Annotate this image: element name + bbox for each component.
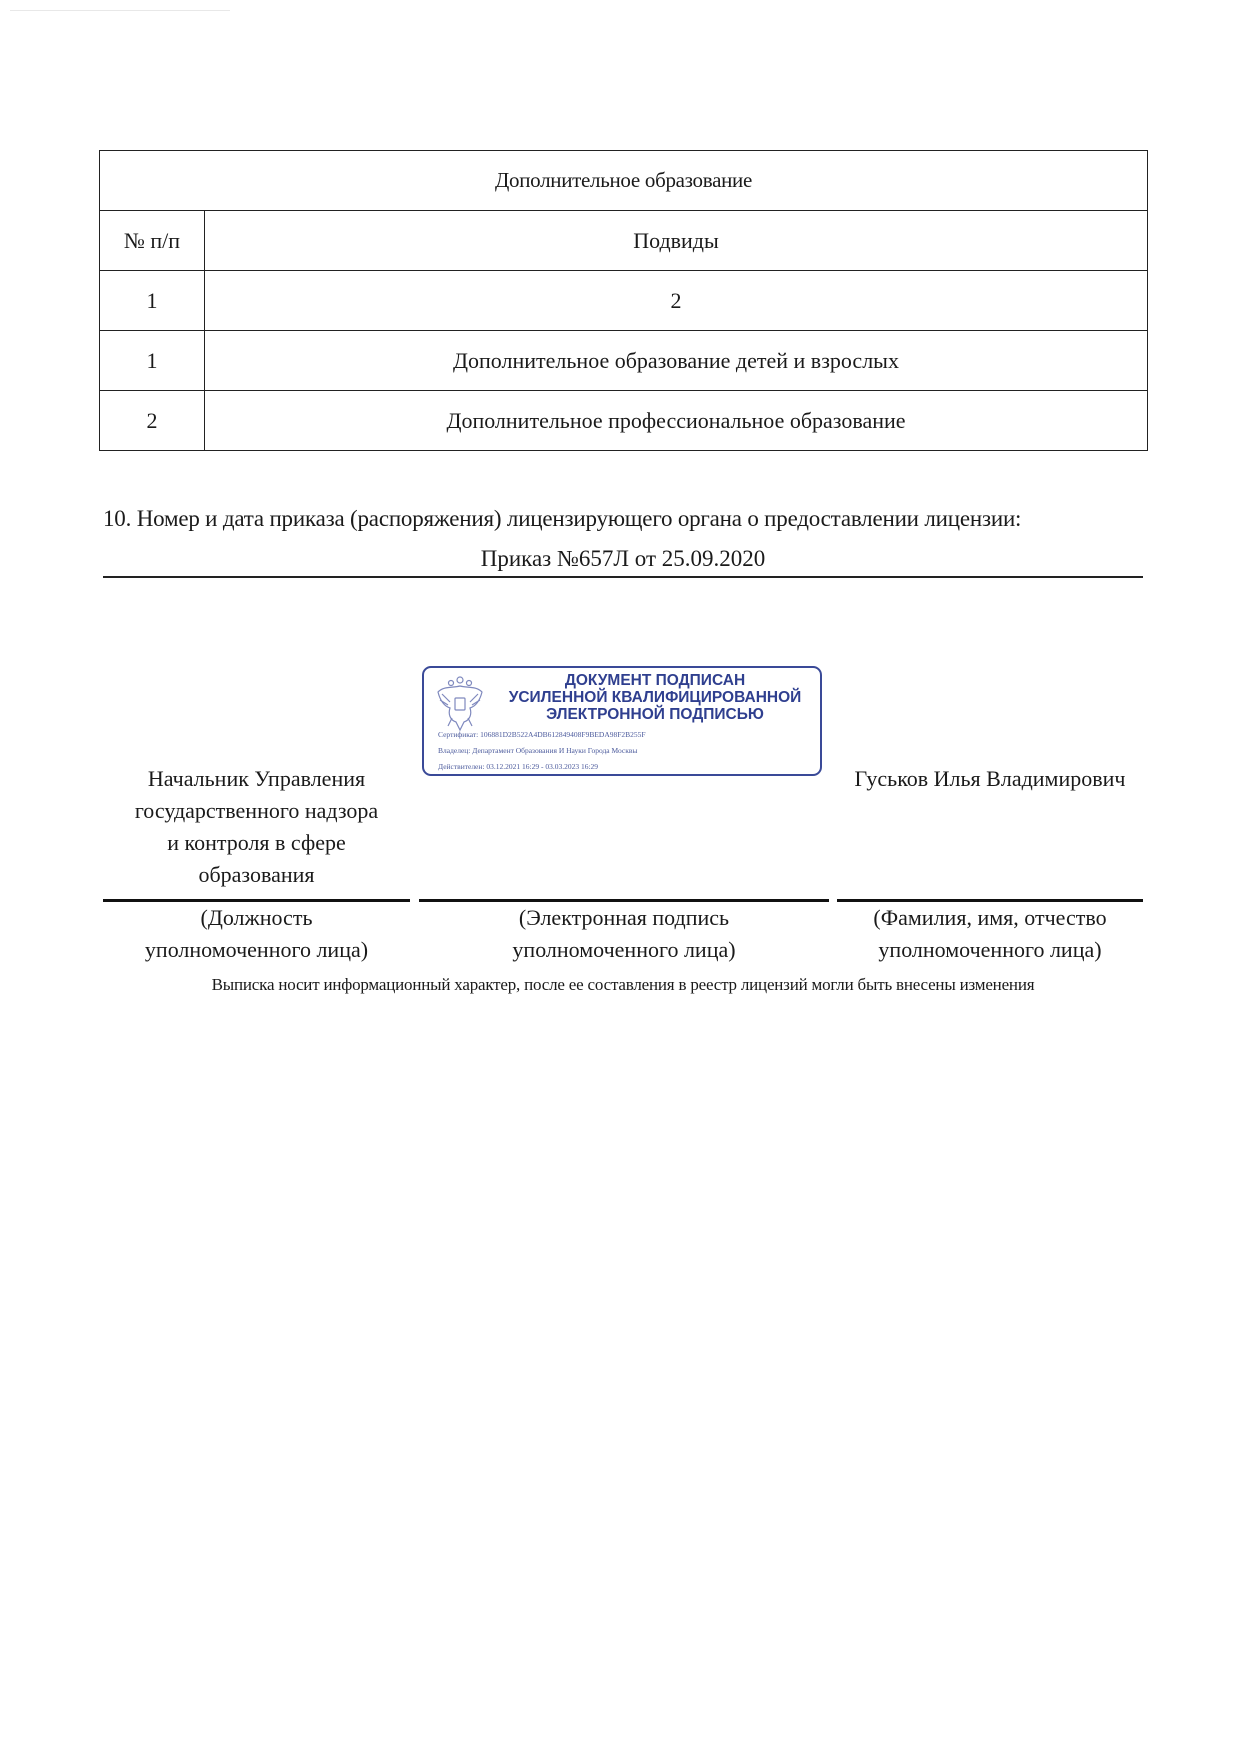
- stamp-heading: [496, 672, 814, 723]
- stamp-heading-line: ЭЛЕКТРОННОЙ ПОДПИСЬЮ: [546, 706, 764, 723]
- coat-of-arms-icon: [434, 674, 486, 732]
- row-subtype: Дополнительное профессиональное образование: [205, 391, 1148, 451]
- stamp-validity: Действителен: 03.12.2021 16:29 - 03.03.2023 16:29: [438, 762, 599, 771]
- caption-e-signature: [419, 902, 829, 966]
- caption-line: уполномоченного лица): [512, 937, 736, 962]
- section-10-label: 10. Номер и дата приказа (распоряжения) лицензирующего органа о предоставлении лицензии:: [103, 506, 1022, 531]
- order-underline: [103, 576, 1143, 578]
- stamp-certificate: Сертификат: 106881D2B522A4DB612849408F9BEDA98F2B255F: [438, 730, 646, 739]
- table-numbering-row: [100, 271, 1148, 331]
- caption-line: уполномоченного лица): [144, 937, 369, 962]
- caption-line: (Фамилия, имя, отчество: [873, 905, 1107, 930]
- stamp-heading-line: ДОКУМЕНТ ПОДПИСАН: [564, 672, 746, 689]
- caption-line: (Электронная подпись: [518, 905, 730, 930]
- electronic-signature-stamp: [422, 666, 822, 776]
- stamp-owner: Владелец: Департамент Образования И Науки Города Москвы: [438, 746, 638, 755]
- order-number-date: Приказ №657Л от 25.09.2020: [480, 546, 766, 571]
- disclaimer-note: Выписка носит информационный характер, после ее составления в реестр лицензий могли быть внесены изменения: [211, 975, 1035, 994]
- caption-position: [103, 902, 410, 966]
- signer-position: [103, 763, 410, 891]
- numbering-cell: 2: [205, 271, 1148, 331]
- scan-artifact-line: [10, 10, 230, 11]
- row-subtype: Дополнительное образование детей и взрослых: [205, 331, 1148, 391]
- signer-position-line: и контроля в сфере: [167, 830, 346, 855]
- table-title: Дополнительное образование: [100, 151, 1148, 211]
- table-header-row: [100, 211, 1148, 271]
- row-number: 1: [100, 331, 205, 391]
- numbering-cell: 1: [100, 271, 205, 331]
- signer-position-line: образования: [198, 862, 315, 887]
- signer-name: Гуськов Илья Владимирович: [854, 766, 1126, 791]
- header-number: № п/п: [100, 211, 205, 271]
- table-row: [100, 331, 1148, 391]
- stamp-heading-line: УСИЛЕННОЙ КВАЛИФИЦИРОВАННОЙ: [508, 689, 802, 706]
- row-number: 2: [100, 391, 205, 451]
- table-row: [100, 391, 1148, 451]
- signer-position-line: государственного надзора: [134, 798, 379, 823]
- header-subtypes: Подвиды: [205, 211, 1148, 271]
- caption-line: (Должность: [200, 905, 313, 930]
- table-title-row: [100, 151, 1148, 211]
- additional-education-table: [99, 150, 1148, 451]
- caption-line: уполномоченного лица): [878, 937, 1102, 962]
- caption-name: [837, 902, 1143, 966]
- signer-position-line: Начальник Управления: [147, 766, 366, 791]
